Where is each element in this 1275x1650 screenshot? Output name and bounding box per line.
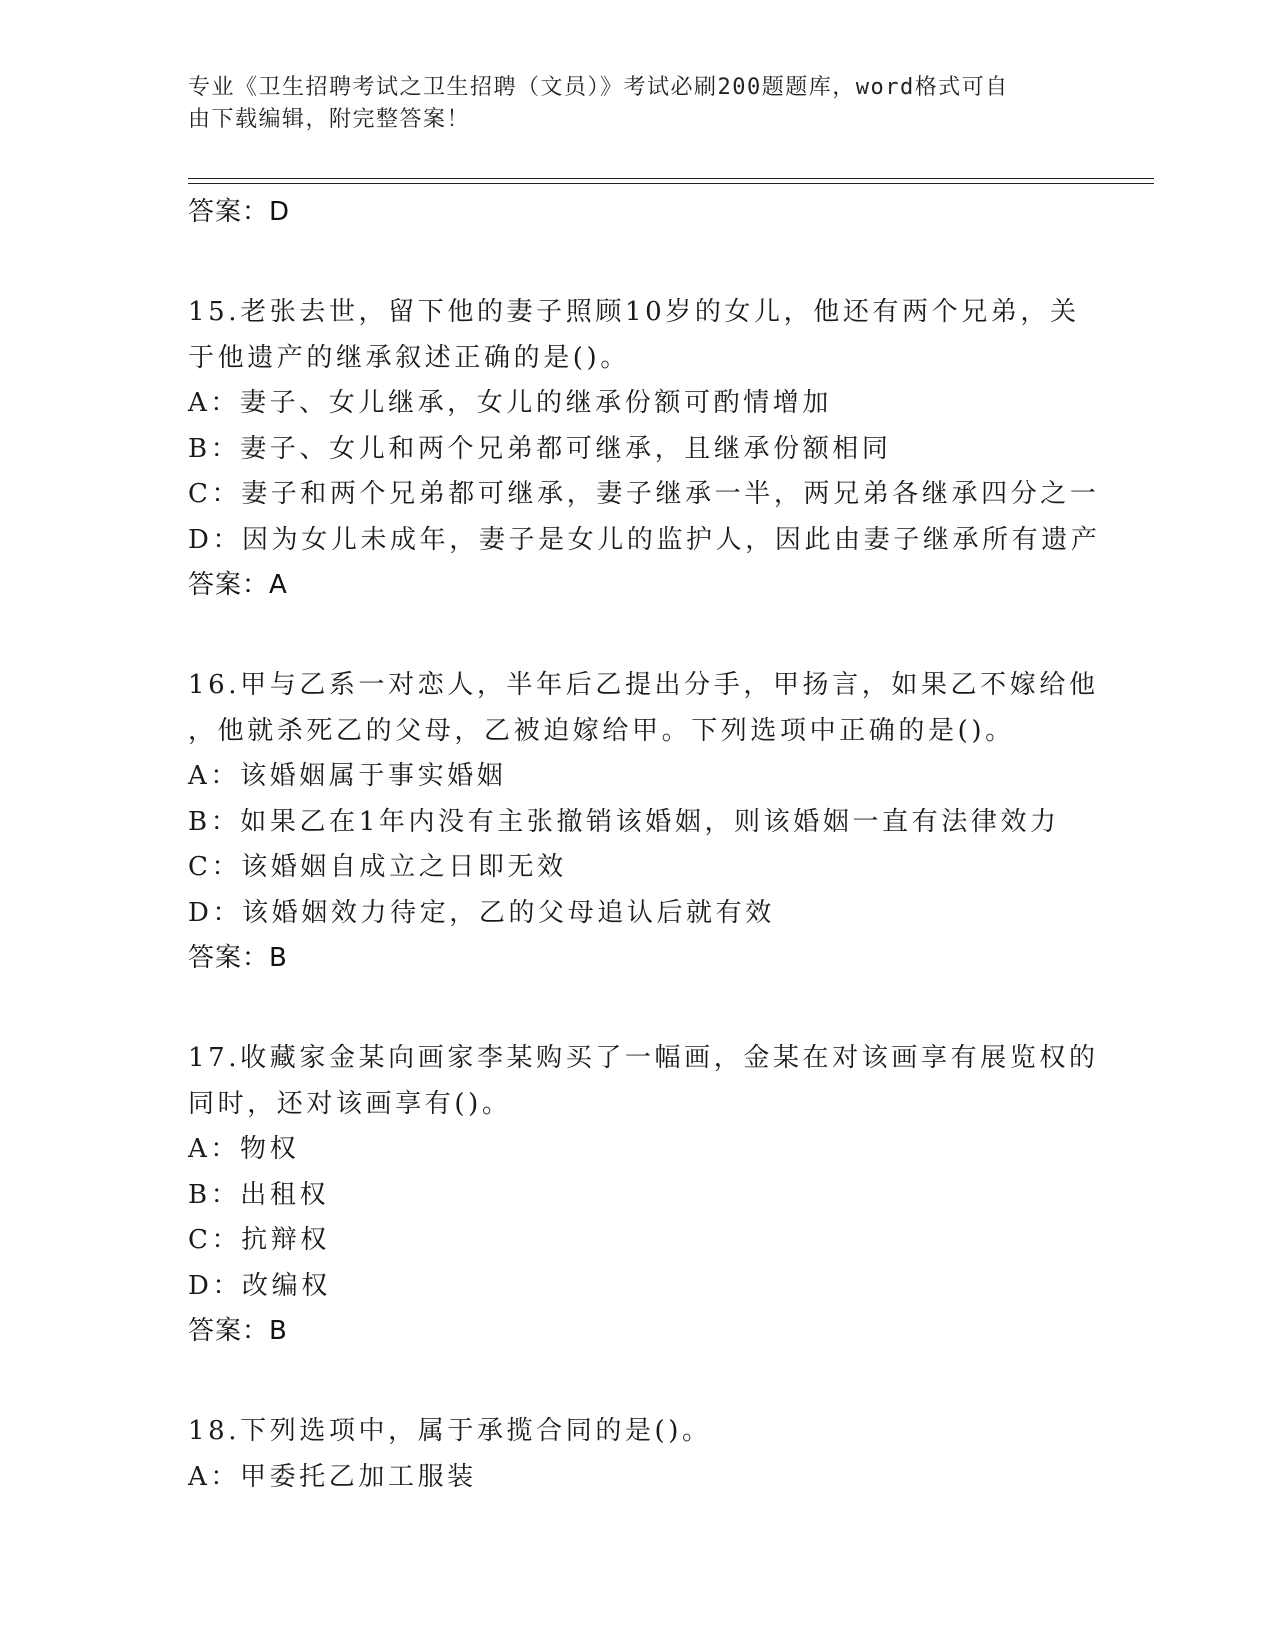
header-line-2: 由下载编辑，附完整答案！ [188,107,471,132]
option-d: D：改编权 [188,1270,331,1301]
question-block [188,663,1099,980]
option-b: B：出租权 [188,1179,330,1210]
question-text: 18.下列选项中，属于承揽合同的是()。 [188,1416,712,1446]
question-text: 16.甲与乙系一对恋人，半年后乙提出分手，甲扬言，如果乙不嫁给他 [188,670,1099,700]
answer-text: 答案：D [188,197,291,227]
option-d: D：该婚姻效力待定，乙的父母追认后就有效 [188,897,775,928]
option-b: B：妻子、女儿和两个兄弟都可继承，且继承份额相同 [188,433,892,464]
option-a: A：妻子、女儿继承，女儿的继承份额可酌情增加 [188,388,832,418]
option-c: C：妻子和两个兄弟都可继承，妻子继承一半，两兄弟各继承四分之一 [188,479,1100,509]
question-text: 15.老张去世，留下他的妻子照顾10岁的女儿，他还有两个兄弟，关 [188,297,1080,327]
question-block [188,290,1101,607]
answer-text: 答案：B [188,1316,288,1346]
option-a: A：物权 [188,1134,300,1164]
header-line-1: 专业《卫生招聘考试之卫生招聘（文员）》考试必刷200题题库，word格式可自 [188,75,1009,100]
header-divider [188,178,1154,179]
question-list [188,190,1101,1500]
option-d: D：因为女儿未成年，妻子是女儿的监护人，因此由妻子继承所有遗产 [188,524,1101,555]
option-c: C：抗辩权 [188,1225,330,1255]
header-divider-second [188,183,1154,184]
option-a: A：甲委托乙加工服装 [188,1461,477,1492]
question-text: 于他遗产的继承叙述正确的是()。 [188,342,630,373]
page-header [188,72,1068,136]
question-text: ，他就杀死乙的父母，乙被迫嫁给甲。下列选项中正确的是()。 [188,715,1015,746]
question-block [188,1409,1088,1500]
answer-text: 答案：A [188,570,288,600]
question-text: 17.收藏家金某向画家李某购买了一幅画，金某在对该画享有展览权的 [188,1043,1099,1073]
answer-text: 答案：B [188,943,288,973]
option-b: B：如果乙在1年内没有主张撤销该婚姻，则该婚姻一直有法律效力 [188,806,1060,837]
option-a: A：该婚姻属于事实婚姻 [188,761,507,791]
option-c: C：该婚姻自成立之日即无效 [188,852,567,882]
question-text: 同时，还对该画享有()。 [188,1088,512,1119]
question-block [188,1036,1099,1353]
